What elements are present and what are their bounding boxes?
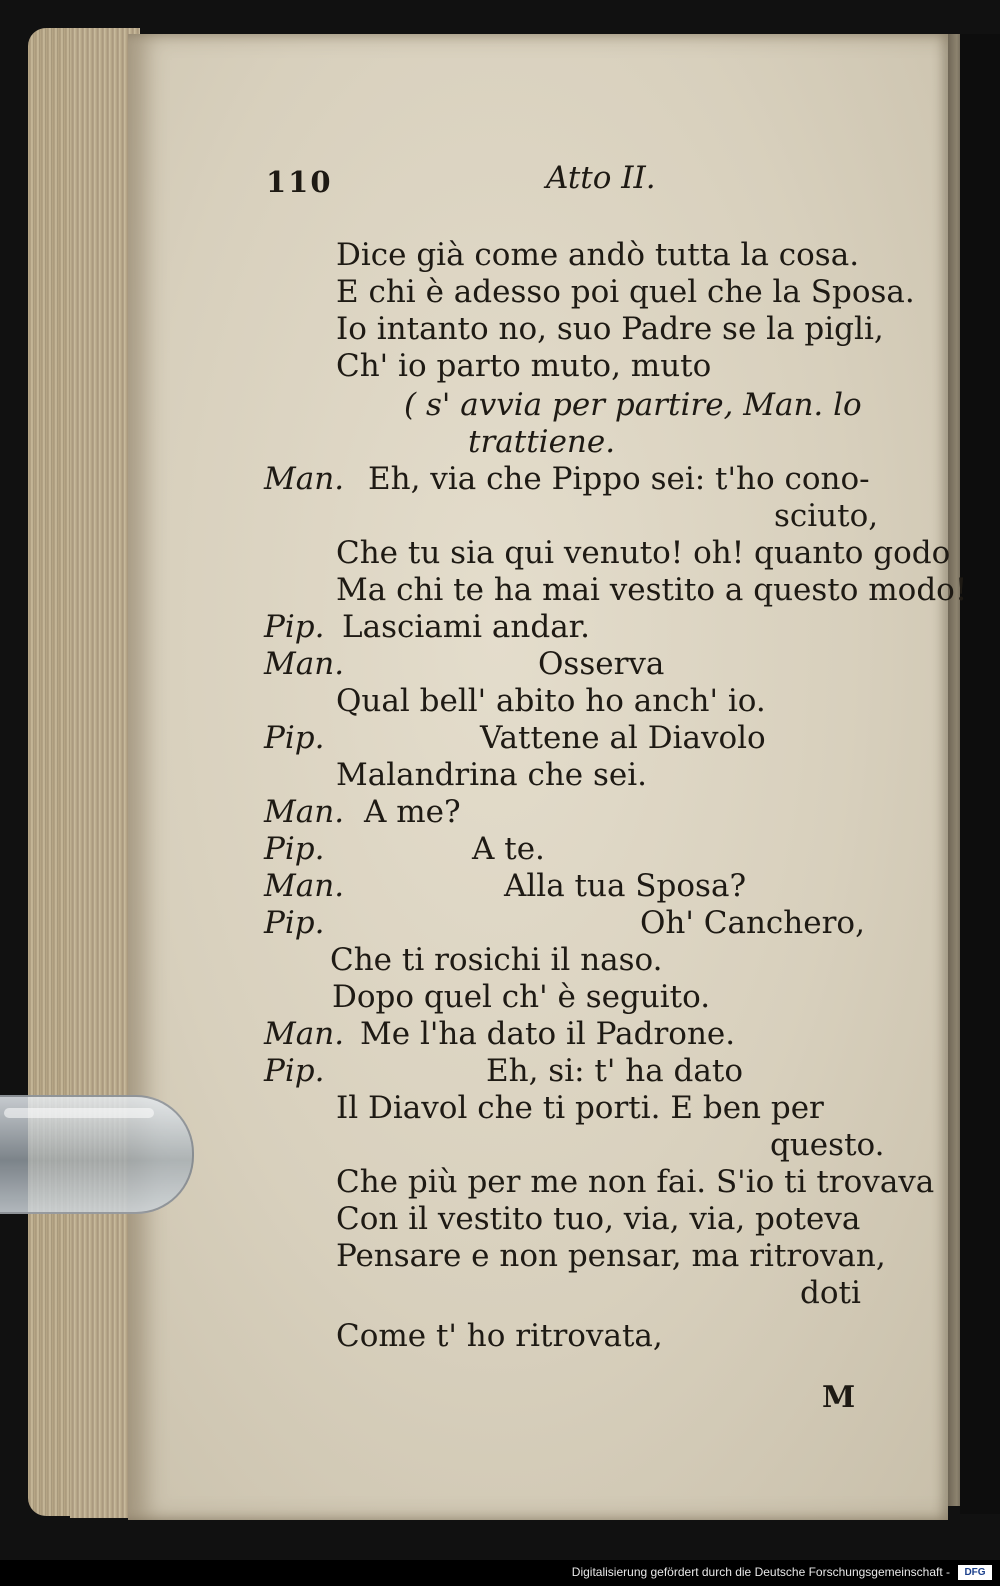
catchword: M xyxy=(822,1380,856,1415)
speaker-label: Pip. xyxy=(264,905,325,941)
speaker-label: Man. xyxy=(264,461,345,497)
stage-direction: trattiene. xyxy=(468,424,616,460)
text-line: Osserva xyxy=(538,646,665,682)
text-line: Ma chi te ha mai vestito a questo modo! xyxy=(336,572,968,608)
text-line: Me l'ha dato il Padrone. xyxy=(360,1016,736,1052)
text-line: questo. xyxy=(770,1127,885,1163)
text-line: Come t' ho ritrovata, xyxy=(336,1318,663,1354)
text-line: E chi è adesso poi quel che la Sposa. xyxy=(336,274,915,310)
text-line: Dice già come andò tutta la cosa. xyxy=(336,237,860,273)
speaker-label: Man. xyxy=(264,868,345,904)
speaker-label: Man. xyxy=(264,1016,345,1052)
speaker-label: Pip. xyxy=(264,831,325,867)
text-line: A me? xyxy=(364,794,461,830)
text-line: Che ti rosichi il naso. xyxy=(330,942,663,978)
text-line: Il Diavol che ti porti. E ben per xyxy=(336,1090,824,1126)
text-line: Che più per me non fai. S'io ti trovava xyxy=(336,1164,935,1200)
text-line: A te. xyxy=(472,831,545,867)
footer-credit: Digitalisierung gefördert durch die Deutsche Forschungsgemeinschaft - xyxy=(571,1565,950,1579)
text-line: Io intanto no, suo Padre se la pigli, xyxy=(336,311,884,347)
text-line: Che tu sia qui venuto! oh! quanto godo xyxy=(336,535,951,571)
text-line: Oh' Canchero, xyxy=(640,905,865,941)
text-line: Pensare e non pensar, ma ritrovan, xyxy=(336,1238,886,1274)
text-line: Lasciami andar. xyxy=(342,609,590,645)
text-line: Eh, si: t' ha dato xyxy=(486,1053,744,1089)
speaker-label: Man. xyxy=(264,794,345,830)
dfg-logo: DFG xyxy=(958,1565,992,1580)
speaker-label: Pip. xyxy=(264,609,325,645)
text-line: sciuto, xyxy=(774,498,879,534)
text-line: Qual bell' abito ho anch' io. xyxy=(336,683,766,719)
text-line: Eh, via che Pippo sei: t'ho cono- xyxy=(368,461,870,497)
text-line: Malandrina che sei. xyxy=(336,757,648,793)
text-line: Con il vestito tuo, via, via, poteva xyxy=(336,1201,861,1237)
speaker-label: Man. xyxy=(264,646,345,682)
speaker-label: Pip. xyxy=(264,720,325,756)
text-line: doti xyxy=(800,1275,861,1311)
text-line: Alla tua Sposa? xyxy=(504,868,747,904)
page-number: 110 xyxy=(266,165,333,199)
text-line: Dopo quel ch' è seguito. xyxy=(332,979,711,1015)
speaker-label: Pip. xyxy=(264,1053,325,1089)
clip-highlight xyxy=(4,1108,154,1118)
text-line: Ch' io parto muto, muto xyxy=(336,348,712,384)
text-line: Vattene al Diavolo xyxy=(480,720,766,756)
stage-direction: ( s' avvia per partire, Man. lo xyxy=(404,387,862,423)
running-head: Atto II. xyxy=(546,160,656,196)
background-shadow xyxy=(960,34,1000,1514)
